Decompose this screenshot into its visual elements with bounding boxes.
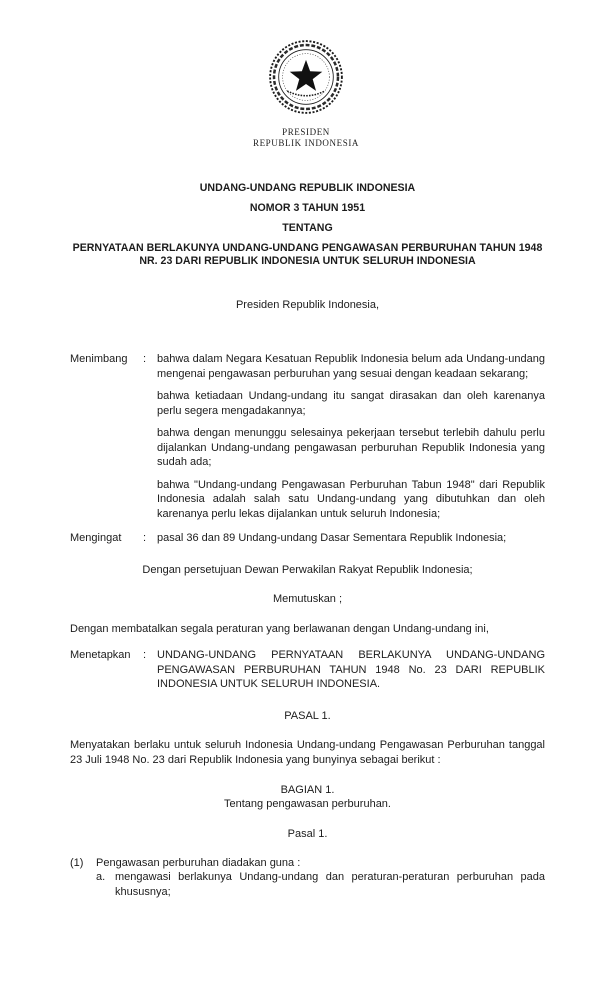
menetapkan-section — [70, 648, 545, 692]
menimbang-item-2: bahwa ketiadaan Undang-undang itu sangat dirasakan dan oleh karenanya perlu segera mengadakannya; — [157, 390, 545, 417]
menimbang-item-3: bahwa dengan menunggu selesainya pekerjaan tersebut terlebih dahulu perlu dijalankan Undang-undang pengawasan perburuhan Republik Indonesia yang sudah ada; — [157, 427, 545, 468]
menetapkan-body — [157, 648, 545, 692]
mengingat-colon: : — [143, 532, 147, 544]
bagian-1-heading: BAGIAN 1. — [280, 784, 335, 796]
clause-number: (1) — [70, 856, 84, 869]
subitem-letter: a. — [96, 871, 106, 883]
mengingat-label: Mengingat — [70, 532, 122, 544]
title-line-tentang: TENTANG — [282, 221, 333, 234]
bagian-1-block — [70, 783, 545, 811]
seal-caption-presiden: PRESIDEN — [282, 126, 330, 137]
agreement-line: Dengan persetujuan Dewan Perwakilan Rakyat Republik Indonesia; — [142, 563, 473, 576]
menimbang-items — [157, 352, 545, 521]
bagian-1-subheading: Tentang pengawasan perburuhan. — [224, 798, 391, 810]
article-1-subitem-a — [96, 870, 545, 899]
pasal-1-text: Menyatakan berlaku untuk seluruh Indonesia Undang-undang Pengawasan Perburuhan tanggal 23 Juli 1948 No. 23 dari Republik Indonesia yang bunyinya sebagai berikut : — [70, 739, 545, 766]
presidential-seal-emblem — [267, 38, 345, 116]
article-1 — [70, 856, 545, 900]
document-title-block — [70, 182, 545, 269]
menimbang-item-4: bahwa "Undang-undang Pengawasan Perburuhan Tabun 1948" dari Republik Indonesia adalah salah satu Undang-undang yang dibutuhkan dan oleh karenanya perlu lekas dijalankan untuk seluruh Indonesia; — [157, 478, 545, 520]
menimbang-colon: : — [143, 353, 147, 365]
presidential-seal — [0, 38, 612, 150]
mengingat-body — [157, 531, 545, 546]
seal-caption — [0, 127, 612, 150]
title-subject: PERNYATAAN BERLAKUNYA UNDANG-UNDANG PENGAWASAN PERBURUHAN TAHUN 1948 NR. 23 DARI REPUBLIK INDONESIA UNTUK SELURUH INDONESIA — [72, 241, 543, 267]
pasal-1-inner-heading: Pasal 1. — [287, 828, 328, 840]
title-line-number: NOMOR 3 TAHUN 1951 — [249, 201, 366, 214]
menimbang-item-1: bahwa dalam Negara Kesatuan Republik Indonesia belum ada Undang-undang mengenai pengawasan perburuhan yang sesuai dengan keadaan sekarang; — [157, 353, 545, 380]
pasal-1-heading: PASAL 1. — [284, 709, 331, 722]
menetapkan-text: UNDANG-UNDANG PERNYATAAN BERLAKUNYA UNDANG-UNDANG PENGAWASAN PERBURUHAN TAHUN 1948 No. 23 DARI REPUBLIK INDONESIA UNTUK SELURUH INDONESIA. — [157, 649, 545, 690]
menimbang-label: Menimbang — [70, 353, 128, 365]
title-line-1: UNDANG-UNDANG REPUBLIK INDONESIA — [199, 181, 416, 194]
article-1-clause-1 — [70, 856, 545, 871]
mengingat-section — [70, 531, 545, 546]
subitem-text: mengawasi berlakunya Undang-undang dan peraturan-peraturan perburuhan pada khususnya; — [115, 871, 545, 898]
document-body — [0, 182, 612, 900]
revocation-line: Dengan membatalkan segala peraturan yang berlawanan dengan Undang-undang ini, — [70, 622, 489, 635]
salutation: Presiden Republik Indonesia, — [235, 298, 380, 311]
mengingat-text: pasal 36 dan 89 Undang-undang Dasar Sementara Republik Indonesia; — [157, 532, 507, 544]
memutuskan-heading: Memutuskan ; — [272, 593, 343, 605]
menetapkan-label: Menetapkan — [70, 649, 131, 661]
menimbang-section — [70, 352, 545, 521]
clause-intro: Pengawasan perburuhan diadakan guna : — [96, 856, 301, 869]
seal-caption-republik-indonesia: REPUBLIK INDONESIA — [252, 138, 360, 148]
menetapkan-colon: : — [143, 649, 147, 661]
